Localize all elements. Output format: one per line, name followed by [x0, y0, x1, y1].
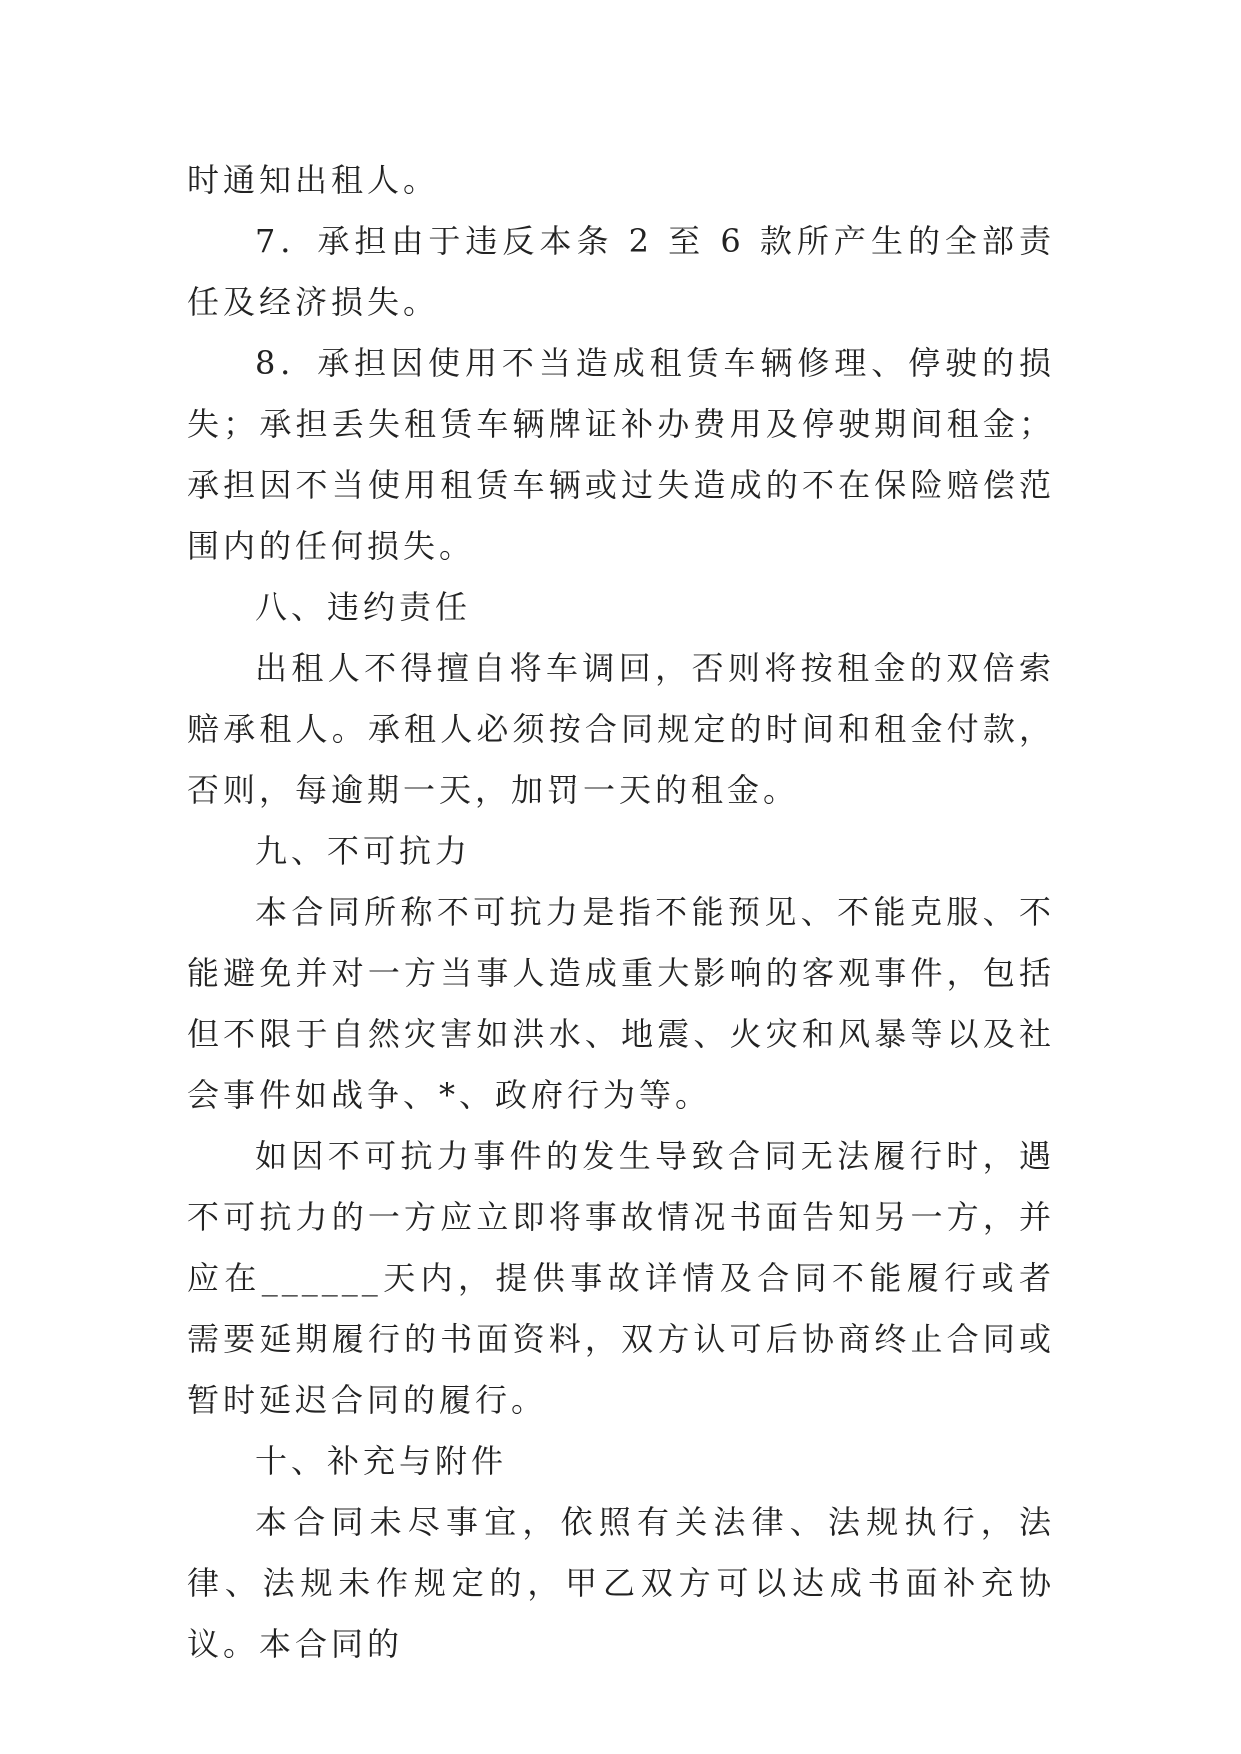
section-heading-breach: 八、违约责任: [255, 588, 472, 626]
document-body: [187, 150, 1055, 1675]
paragraph-breach-liability: 出租人不得擅自将车调回，否则将按租金的双倍索赔承租人。承租人必须按合同规定的时间和租金付款，否则，每逾期一天，加罚一天的租金。: [187, 649, 1055, 809]
paragraph-clause-8: 8．承担因使用不当造成租赁车辆修理、停驶的损失；承担丢失租赁车辆牌证补办费用及停驶期间租金；承担因不当使用租赁车辆或过失造成的不在保险赔偿范围内的任何损失。: [187, 344, 1055, 565]
paragraph-force-majeure-definition: 本合同所称不可抗力是指不能预见、不能克服、不能避免并对一方当事人造成重大影响的客观事件，包括但不限于自然灾害如洪水、地震、火灾和风暴等以及社会事件如战争、*、政府行为等。: [187, 893, 1055, 1114]
section-heading-force-majeure: 九、不可抗力: [255, 832, 472, 870]
paragraph-supplement: 本合同未尽事宜，依照有关法律、法规执行，法律、法规未作规定的，甲乙双方可以达成书面补充协议。本合同的: [187, 1503, 1055, 1663]
paragraph-clause-7: 7．承担由于违反本条 2 至 6 款所产生的全部责任及经济损失。: [187, 222, 1055, 321]
section-heading-supplement: 十、补充与附件: [255, 1442, 508, 1480]
paragraph-notify-lessor: 时通知出租人。: [187, 161, 440, 199]
paragraph-force-majeure-procedure: 如因不可抗力事件的发生导致合同无法履行时，遇不可抗力的一方应立即将事故情况书面告知另一方，并应在______天内，提供事故详情及合同不能履行或者需要延期履行的书面资料，双方认可后协商终止合同或暂时延迟合同的履行。: [187, 1137, 1055, 1419]
